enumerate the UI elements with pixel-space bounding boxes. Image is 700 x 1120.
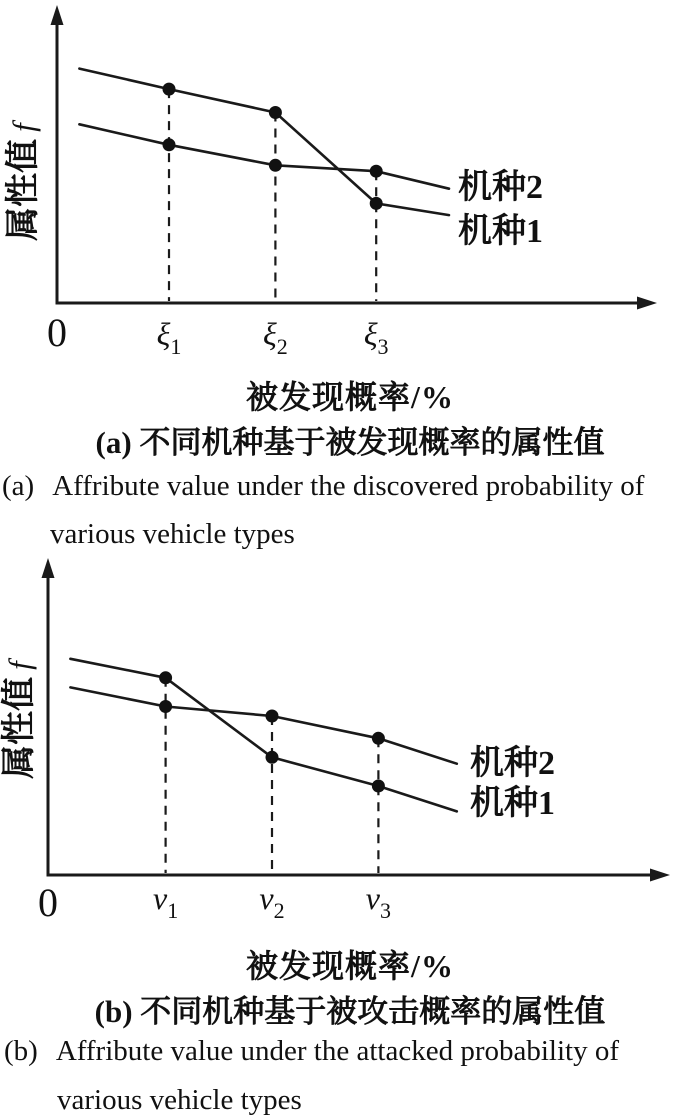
data-point-marker — [370, 165, 383, 178]
legend-series-2: 机种2 — [458, 169, 543, 206]
y-axis-label — [0, 657, 38, 779]
plot-layer — [70, 659, 456, 873]
data-point-marker — [163, 138, 176, 151]
caption-text: Affribute value under the discovered probability of — [52, 470, 645, 502]
data-point-marker — [372, 780, 385, 793]
tick-symbol: ξ — [263, 316, 277, 352]
chart-a — [0, 0, 700, 362]
plot-layer — [79, 69, 449, 301]
panel-a-caption-cn: (a) 不同机种基于被发现概率的属性值 — [95, 425, 605, 460]
panel-b-caption-en-line1 — [4, 1035, 619, 1068]
tick-subscript: 1 — [170, 334, 182, 359]
x-tick-label — [364, 316, 389, 359]
data-point-marker — [159, 671, 172, 684]
y-axis-arrowhead — [51, 5, 64, 25]
panel-a-caption-en-line1 — [2, 470, 644, 503]
series-line — [70, 659, 456, 812]
data-point-marker — [372, 732, 385, 745]
data-point-marker — [159, 700, 172, 713]
y-axis-label — [4, 119, 42, 241]
tick-subscript: 3 — [377, 334, 389, 359]
panel-b-caption-en-line2: various vehicle types — [57, 1084, 302, 1116]
legend-series-2: 机种2 — [470, 745, 555, 782]
origin-label: 0 — [47, 310, 67, 355]
tick-subscript: 3 — [380, 898, 392, 923]
x-axis-arrowhead — [637, 297, 657, 310]
series-line — [79, 124, 449, 188]
x-tick-label — [153, 880, 178, 923]
data-point-marker — [269, 159, 282, 172]
data-point-marker — [370, 197, 383, 210]
y-axis-label-variable: f — [2, 661, 37, 670]
caption-text: Affribute value under the attacked probability of — [55, 1035, 619, 1067]
x-axis-arrowhead — [650, 869, 670, 882]
caption-prefix: (b) — [4, 1035, 38, 1067]
legend-series-1: 机种1 — [458, 213, 543, 250]
x-axis-label-b: 被发现概率/% — [246, 948, 454, 984]
tick-symbol: v — [152, 880, 168, 916]
panel-b-caption-cn: (b) 不同机种基于被攻击概率的属性值 — [94, 994, 606, 1029]
tick-subscript: 1 — [167, 898, 179, 923]
legend-series-1: 机种1 — [470, 785, 555, 822]
y-axis-label-variable: f — [6, 123, 41, 132]
chart-b — [0, 545, 700, 930]
x-tick-label — [366, 880, 391, 923]
panel-a-caption-en-line2: various vehicle types — [50, 518, 295, 550]
x-tick-label — [259, 880, 284, 923]
y-axis-label-text: 属性值 — [5, 138, 42, 241]
x-tick-label — [157, 316, 182, 359]
tick-symbol: v — [365, 880, 381, 916]
data-point-marker — [266, 751, 279, 764]
tick-subscript: 2 — [276, 334, 288, 359]
x-tick-label — [263, 316, 288, 359]
y-axis-label-text: 属性值 — [1, 676, 38, 779]
data-point-marker — [269, 106, 282, 119]
tick-symbol: ξ — [156, 316, 171, 352]
x-axis-label-a: 被发现概率/% — [246, 379, 454, 415]
data-point-marker — [163, 83, 176, 96]
tick-symbol: v — [259, 880, 274, 916]
origin-label: 0 — [38, 880, 58, 925]
tick-subscript: 2 — [273, 898, 285, 923]
caption-prefix: (a) — [2, 470, 35, 502]
tick-symbol: ξ — [363, 316, 378, 352]
data-point-marker — [266, 710, 279, 723]
y-axis-arrowhead — [42, 558, 55, 578]
series-line — [79, 69, 449, 216]
